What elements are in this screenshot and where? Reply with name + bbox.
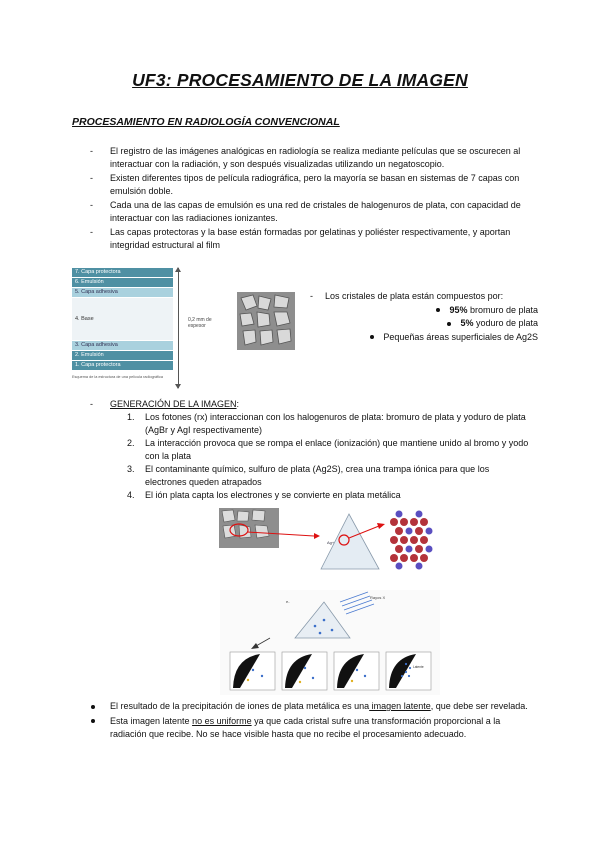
- list-item-label: bromuro de plata: [467, 304, 538, 315]
- list-item: [310, 317, 540, 331]
- closing-list: [90, 700, 530, 743]
- latent-label: Latente: [413, 665, 424, 669]
- list-item: - Las capas protectoras y la base están formadas por gelatinas y poliéster respectivamente, y aportan integridad estructural al film: [90, 226, 530, 252]
- section-title: PROCESAMIENTO EN RADIOLOGÍA CONVENCIONAL: [72, 116, 340, 128]
- list-item: Esta imagen latente no es uniforme ya que cada cristal sufre una transformación proporcional a la radiación que recibe. No se hace visible hasta que no recibe el procesamiento adecuado.: [90, 715, 530, 742]
- generation-section: [90, 398, 530, 502]
- layer-4: 4. Base: [72, 298, 173, 340]
- crystal-heading: - Los cristales de plata están compuestos por:: [310, 290, 540, 304]
- step-item: 3. El contaminante químico, sulfuro de plata (Ag2S), crea una trampa iónica para que los electrones queden atrapados: [127, 464, 490, 487]
- list-item: [310, 304, 540, 318]
- thickness-label: 0,2 mm de espesor: [188, 317, 212, 329]
- list-item: [310, 331, 540, 345]
- generation-heading: - GENERACIÓN DE LA IMAGEN:: [90, 399, 240, 409]
- layer-2: 2. Emulsión: [72, 351, 173, 360]
- percent-value: 5%: [460, 318, 474, 328]
- bullet-icon: [436, 308, 440, 312]
- latent-stage-2: [282, 652, 327, 690]
- latent-stage-3: [334, 652, 379, 690]
- crystal-micrograph: [237, 292, 295, 350]
- layer-6: 6. Emulsión: [72, 278, 173, 287]
- list-item: El resultado de la precipitación de iones de plata metálica es una imagen latente, que debe ser revelada.: [90, 700, 530, 714]
- step-item: 4. El ión plata capta los electrones y se convierte en plata metálica: [127, 490, 401, 500]
- non-uniform-term: no es uniforme: [192, 715, 252, 726]
- electron-label: e-: [286, 599, 290, 604]
- ag-plus-label: Ag+: [327, 540, 335, 545]
- list-item-label: Pequeñas áreas superficiales de Ag2S: [383, 331, 538, 342]
- layer-5: 5. Capa adhesiva: [72, 288, 173, 297]
- lattice-icon: [390, 511, 433, 570]
- latent-stage-1: [230, 652, 275, 690]
- list-item: - Existen diferentes tipos de película radiográfica, pero la mayoría se basan en sistemas de 7 capas con emulsión doble.: [90, 172, 530, 198]
- thickness-arrow-icon: [178, 268, 179, 388]
- step-item: 2. La interacción provoca que se rompa el enlace (ionización) que mantiene unido al bromo y yodo con la plata: [127, 438, 529, 461]
- list-item: - El registro de las imágenes analógicas en radiología se realiza mediante películas que se oscurecen al interactuar con la radiación, y son después visualizadas utilizando un negatoscopio.: [90, 145, 530, 171]
- latent-stage-4: [386, 652, 431, 690]
- step-item: 1. Los fotones (rx) interaccionan con los halogenuros de plata: bromuro de plata y yoduro de plata (AgBr y AgI respectivamente): [127, 412, 526, 435]
- photon-label: Rayos X: [370, 595, 386, 600]
- list-item: - Cada una de las capas de emulsión es una red de cristales de halogenuros de plata, con capacidad de interactuar con las radiaciones ionizantes.: [90, 199, 530, 225]
- list-item-label: yoduro de plata: [473, 318, 538, 328]
- crystal-structure-figure: [219, 506, 449, 576]
- crystal-composition: [310, 290, 540, 344]
- layer-7: 7. Capa protectora: [72, 268, 173, 277]
- generation-heading-text: GENERACIÓN DE LA IMAGEN: [110, 399, 237, 409]
- diagram-caption: Esquema de la estructura de una película radiográfica: [72, 375, 163, 379]
- bullet-icon: [370, 335, 374, 339]
- intro-list: [90, 145, 530, 253]
- latent-image-figure: [220, 590, 440, 695]
- bullet-icon: [447, 322, 451, 326]
- percent-value: 95%: [449, 304, 468, 315]
- page-title: UF3: PROCESAMIENTO DE LA IMAGEN: [132, 70, 468, 90]
- layer-1: 1. Capa protectora: [72, 361, 173, 370]
- film-layer-diagram: [72, 268, 192, 388]
- layer-3: 3. Capa adhesiva: [72, 341, 173, 350]
- latent-image-term: imagen latente: [369, 701, 431, 711]
